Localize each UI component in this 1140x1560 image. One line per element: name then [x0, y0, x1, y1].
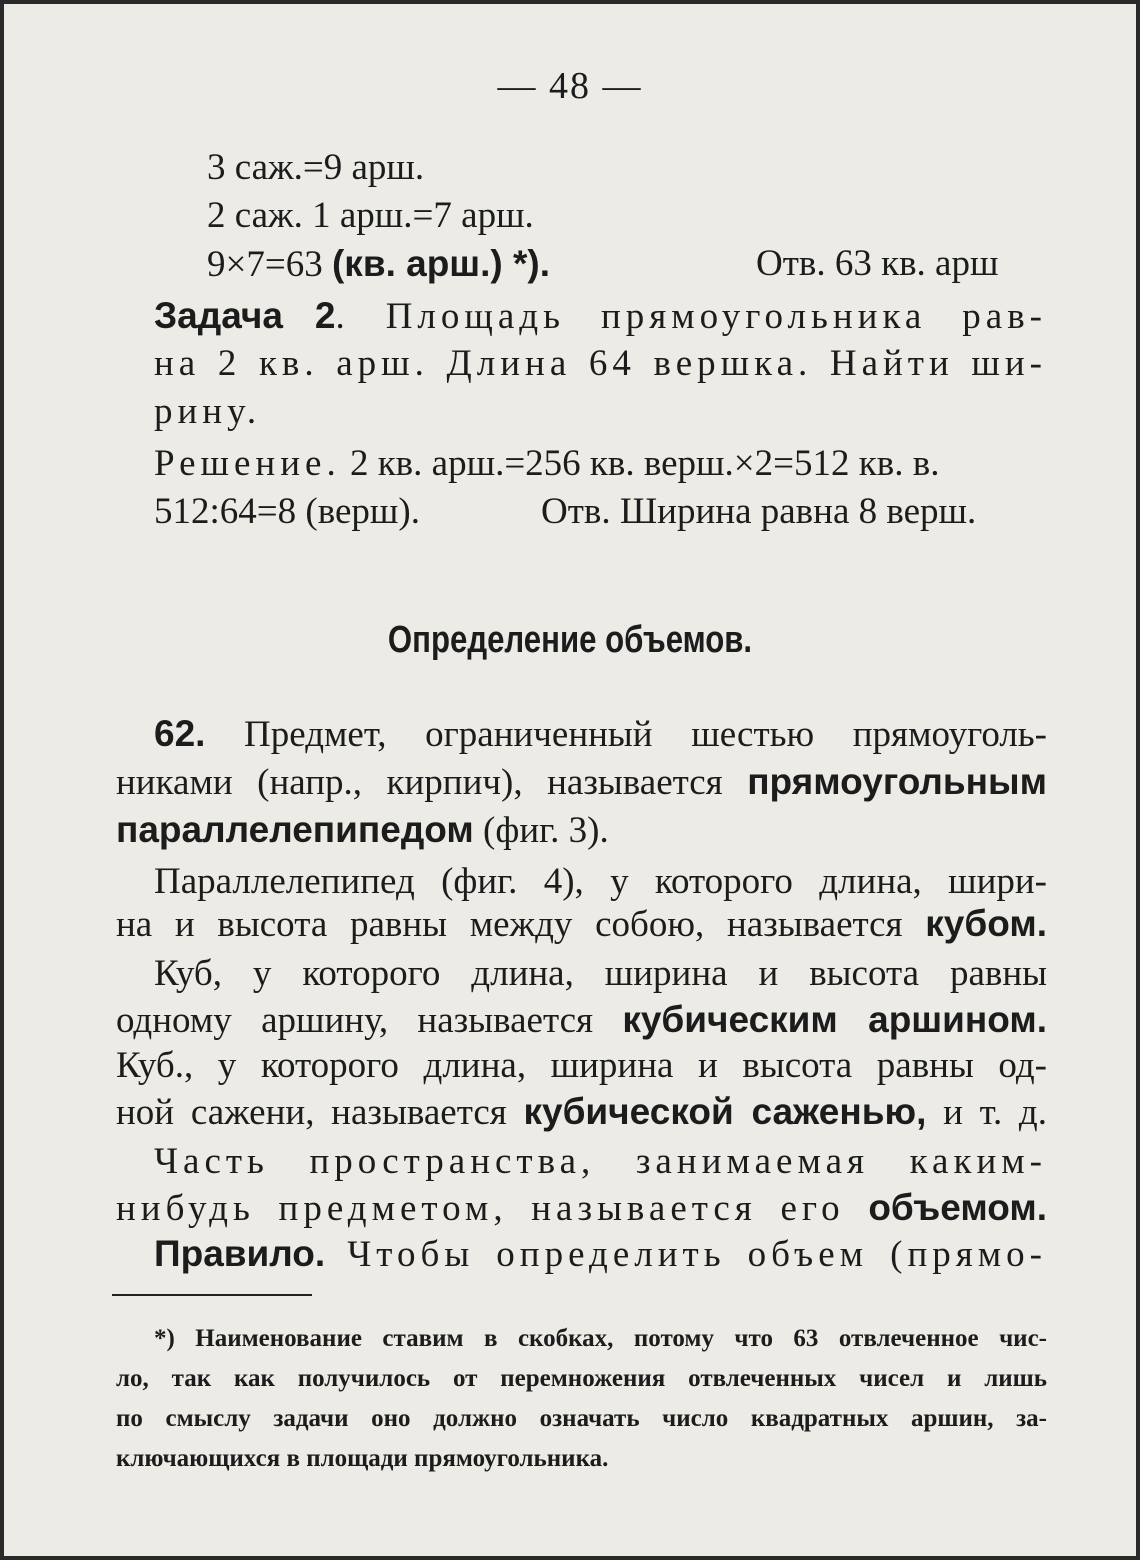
arshin-text-4c: и т. д. [926, 1092, 1048, 1133]
term-volume: объемом. [868, 1187, 1047, 1228]
cube-text-2: на и высота равны между собою, называется [116, 904, 926, 945]
arshin-line-4 [116, 1090, 1047, 1135]
footnote-line-1: *) Наименование ставим в скобках, потому что 63 отвлеченное чис- [154, 1325, 1047, 1352]
para62-text-1: Предмет, ограниченный шестью прямоуголь- [205, 714, 1047, 755]
rule-label: Правило. [154, 1233, 326, 1274]
cube-line-1: Параллелепипед (фиг. 4), у которого длина, шири- [154, 861, 1047, 902]
cube-line-2 [116, 902, 1047, 947]
arshin-text-4: ной сажени, называется [116, 1092, 524, 1133]
solution-answer: Отв. Ширина равна 8 верш. [541, 491, 977, 532]
footnote-line-2: ло, так как получилось от перемножения отвлеченных чисел и лишь [116, 1365, 1047, 1392]
solution-label: Решение. [154, 443, 341, 484]
section-heading: Определение объемов. [387, 619, 753, 661]
footnote-line-4: ключающихся в площади прямоугольника. [116, 1445, 609, 1472]
calc-answer: Отв. 63 кв. арш [756, 243, 999, 284]
arshin-line-2 [116, 998, 1047, 1043]
task2-line-2: на 2 кв. арш. Длина 64 вершка. Найти ши- [154, 343, 1047, 384]
para62-text-2: никами (напр., кирпич), называется [116, 762, 748, 803]
volume-line-2 [116, 1186, 1047, 1231]
calc-line-1: 3 саж.=9 арш. [207, 147, 425, 188]
task2-label: Задача 2 [154, 295, 336, 336]
book-page [4, 4, 1136, 1556]
term-parallelepiped: параллелепипедом [116, 809, 474, 850]
para62-number: 62. [154, 713, 206, 754]
task2-text-1: . Площадь прямоугольника рав- [335, 296, 1047, 337]
term-cubic-sazhen: кубической саженью, [523, 1091, 927, 1132]
task2-line-3: рину. [154, 391, 262, 432]
para62-line-3 [116, 808, 609, 853]
calc-line-3-expr: 9×7=63 [207, 244, 332, 285]
rule-line-1 [154, 1232, 1047, 1277]
rule-text-1: Чтобы определить объем (прямо- [325, 1234, 1047, 1275]
volume-text-2: нибудь предметом, называется его [116, 1188, 869, 1229]
para62-text-3: (фиг. 3). [473, 810, 609, 851]
para62-line-2 [116, 760, 1047, 805]
footnote-divider [112, 1294, 312, 1296]
arshin-line-3: Куб., у которого длина, ширина и высота равны од- [116, 1045, 1047, 1086]
term-rectangular: прямоугольным [747, 761, 1047, 802]
task2-line-1 [154, 294, 1047, 339]
solution-text-1: 2 кв. арш.=256 кв. верш.×2=512 кв. в. [340, 443, 940, 484]
arshin-text-2: одному аршину, называется [116, 1000, 623, 1041]
page-number: — 48 — [497, 65, 643, 107]
calc-line-3 [207, 242, 550, 287]
volume-line-1: Часть пространства, занимаемая каким- [154, 1141, 1047, 1182]
arshin-line-1: Куб, у которого длина, ширина и высота равны [154, 953, 1047, 994]
term-cubic-arshin: кубическим аршином. [622, 999, 1047, 1040]
footnote-line-3: по смыслу задачи оно должно означать число квадратных аршин, за- [116, 1405, 1047, 1432]
calc-line-3-unit: (кв. арш.) *). [331, 243, 551, 284]
term-cube: кубом. [925, 903, 1047, 944]
solution-line-2-expr: 512:64=8 (верш). [154, 491, 420, 532]
calc-line-2: 2 саж. 1 арш.=7 арш. [207, 195, 534, 236]
para62-line-1 [154, 712, 1047, 757]
solution-line-1 [154, 442, 939, 486]
